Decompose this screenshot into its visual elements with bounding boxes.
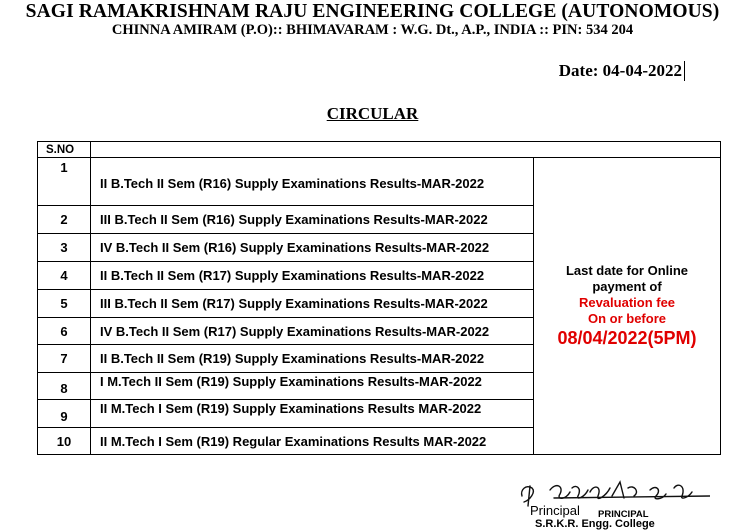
row-sno: 2 [38,206,91,234]
revaluation-note [534,158,721,455]
note-deadline: 08/04/2022(5PM) [557,328,697,348]
table-row [38,158,721,206]
table-header-row [38,142,721,158]
row-text: II B.Tech II Sem (R19) Supply Examinations Results-MAR-2022 [91,345,534,373]
row-text: II M.Tech I Sem (R19) Supply Examinations Results MAR-2022 [91,400,534,428]
row-text: II B.Tech II Sem (R16) Supply Examinations Results-MAR-2022 [91,158,534,206]
signature-college: S.R.K.R. Engg. College [535,518,655,530]
row-text: IV B.Tech II Sem (R16) Supply Examinations Results-MAR-2022 [91,234,534,262]
note-line1: Last date for Online [565,263,689,278]
note-line3: Revaluation fee [578,295,676,310]
circular-title: CIRCULAR [326,104,419,123]
row-sno: 6 [38,318,91,345]
row-text: II B.Tech II Sem (R17) Supply Examinations Results-MAR-2022 [91,262,534,290]
row-text: III B.Tech II Sem (R16) Supply Examinations Results-MAR-2022 [91,206,534,234]
signature-principal-caps: PRINCIPAL [598,509,649,520]
results-table [37,141,721,455]
row-sno: 4 [38,262,91,290]
row-sno: 3 [38,234,91,262]
college-name: SAGI RAMAKRISHNAM RAJU ENGINEERING COLLEGE (AUTONOMOUS) [25,1,720,22]
note-line2: payment of [592,279,662,294]
row-sno: 10 [38,428,91,455]
row-sno: 5 [38,290,91,318]
row-sno: 8 [38,373,91,400]
note-line4: On or before [587,311,666,326]
row-text: IV B.Tech II Sem (R17) Supply Examinations Results-MAR-2022 [91,318,534,345]
sno-header: S.NO [38,142,91,158]
row-sno: 9 [38,400,91,428]
row-sno: 7 [38,345,91,373]
row-sno: 1 [38,158,91,206]
blank-header [91,142,721,158]
row-text: II M.Tech I Sem (R19) Regular Examinations Results MAR-2022 [91,428,534,455]
row-text: I M.Tech II Sem (R19) Supply Examinations Results-MAR-2022 [91,373,534,400]
college-address: CHINNA AMIRAM (P.O):: BHIMAVARAM : W.G. Dt., A.P., INDIA :: PIN: 534 204 [111,22,634,38]
signature-label: Principal [530,503,580,518]
row-text: III B.Tech II Sem (R17) Supply Examinations Results-MAR-2022 [91,290,534,318]
circular-date: Date: 04-04-2022 [559,61,685,81]
